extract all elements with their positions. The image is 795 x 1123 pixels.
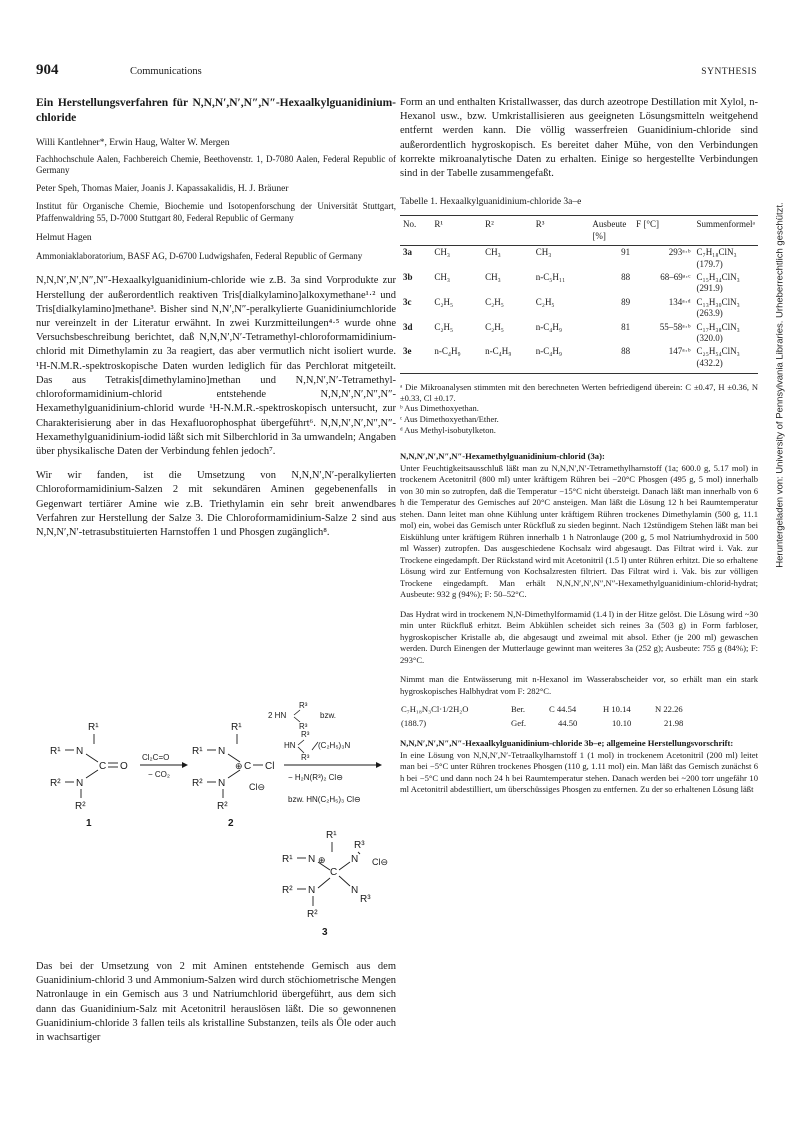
scheme-r2: R² [307,909,318,920]
authors-group-1: Willi Kantlehner*, Erwin Haug, Walter W. Mergen [36,138,230,148]
table-cell: n-C₄H₉ [431,345,482,373]
affiliation-3: Ammoniaklaboratorium, BASF AG, D-6700 Ludwigshafen, Federal Republic of Germany [36,250,363,261]
body-paragraph-1: N,N,N′,N′,N″,N″-Hexaalkylguanidinium-chloride wie z.B. 3a sind Vorprodukte zur Herstellung der außerordentlich reaktiven Tris[dialkylamino]alkoxymethane¹·² und Tris[dialkylamino]methane³. Bisher sind N,N′,N″-peralkylierte Guanidiniumchloride nur vereinzelt in der Literatur erwähnt. In zwei Kurzmitteilungen⁴·⁵ wurde ohne Versuchsbeschreibung berichtet, daß N,N,N′,N′-Tetramethyl-chloroformamidinium-chlorid mit Dimethylamin zu 3a reagiert, das aber vermutlich nicht isoliert wurde. ¹H-N.M.R.-spektroskopische Daten wurden lediglich für das Perchlorat mitgeteilt. Das aus Tetrakis[dimethylamino]methan und N,N,N′,N′-Tetramethyl-chloroformamidinium-chlorid entstehende N,N,N′,N′,N″,N″-Hexamethylguanidinium-chlorid wurde ¹H-N.M.R.-spektroskopisch untersucht, zur Charakterisierung aber in das Hexafluorophosphat übergeführt⁶. N,N,N′,N′,N″,N″-Hexamethylguanidinium-iodid läßt sich mit Silberchlorid in 3a umwandeln; Angaben über physikalische Daten der Verbindung fehlen jedoch⁷. [36,275,396,457]
table-cell: 3c [403,296,412,307]
reagent-bzw: bzw. [320,711,337,720]
chloride-ion: Cl⊖ [372,857,389,867]
scheme-r3: R³ [301,753,310,762]
experimental-text-1: Unter Feuchtigkeitsausschluß läßt man zu N,N,N′,N′-Tetramethylharnstoff (1a; 600.0 g, 5.17 mol) in trockenem Acetonitril (800 ml) unter kräftigem Rühren bei −20°C Phosgen (495 g, 5 mol) innerhalb von 30 min so zutropfen, daß die Temperatur −15°C nicht übersteigt. Danach läßt man innerhalb von 6 h die Temperatur des Gemisches auf 20°C ansteigen. Man läßt die Lösung 12 h bei Raumtemperatur stehen. Dann leitet man ohne Kühlung unter kräftigem Rühren trockenes Dimethylamin (500 g, 11.1 mol) ein, wobei das Gemisch unter Rückfluß zu sieden beginnt. Nach 12stündigem Stehen läßt man bei Eiskühlung unter kräftigem Rühren innerhalb 1 h Natronlauge (200 g, 5 mol Natriumhydroxid in 500 ml Wasser) zutropfen. Das ausgeschiedene Kochsalz wird abgesaugt. Das Filtrat wird i. Vak. zur Trockene eingedampft. Der Rückstand wird mit Acetonitril (1.5 l) unter Rühren erhitzt. Die so erhaltene Lösung wird zur Entfernung von Kochsalzresten filtriert. Das Filtrat wird i. Vak. bis zur völligen Trockene eingedampft. Man erhält N,N,N′,N′,N″,N″-Hexamethylguanidinium-chlorid-hydrat; Ausbeute: 932 g (94%); F: 50–52°C. [400,462,758,600]
column-header: No. [400,216,431,246]
article-title: Ein Herstellungsverfahren für N,N,N′,N′,N″,N″-Hexaalkylguanidinium-chloride [36,97,396,124]
affiliation-1: Fachhochschule Aalen, Fachbereich Chemie, Beethovenstr. 1, D-7080 Aalen, Federal Republic of Germany [36,153,396,176]
column-header: Ausbeute [%] [589,216,633,246]
table-row [400,246,758,271]
experimental-heading-2: N,N,N′,N′,N″,N″-Hexaalkylguanidinium-chloride 3b–e; allgemeine Herstellungsvorschrift: [400,738,734,749]
table-cell: C₂H₅ [485,296,504,307]
right-column [400,96,758,796]
molar-mass: (320.0) [696,333,723,344]
scheme-r2: R² [192,778,203,789]
table-cell: 3b [403,272,413,283]
scheme-n: N [218,778,226,789]
journal-name: SYNTHESIS [701,67,757,77]
table-cell: 68–69ᵃ·ᶜ [660,272,691,283]
table-footnote: ᶜ Aus Dimethoxyethan/Ether. [400,414,499,425]
authors-group-2: Peter Speh, Thomas Maier, Joanis J. Kapassakalidis, H. J. Bräuner [36,183,289,194]
scheme-cl: Cl [265,761,275,772]
scheme-n: N [218,746,226,757]
column-header: R² [482,216,533,246]
experimental-text-4: In eine Lösung von N,N,N′,N′-Tetraalkylharnstoff 1 (1 mol) in trockenem Acetonitril (200 ml) leitet man bei −5°C unter Rühren trockenes Phosgen (110 g, 1.11 mol) ein. Man läßt das Gemisch zunächst 6 h bei −5°C und dann noch 24 h bei Raumtemperatur stehen. Danach werden bei ~200 torr ungefähr 10 ml Acetonitril abdestilliert, um überschüssiges Phosgen zu entfernen. Zu der so erhaltenen Lösung läßt [400,749,758,795]
scheme-r3: R³ [299,701,308,710]
table-cell: 3a [403,247,412,258]
table-cell: CH₃ [434,247,451,258]
table-cell: C₂H₅ [485,321,504,332]
experimental-text-2: Das Hydrat wird in trockenem N,N-Dimethylformamid (1.4 l) in der Hitze gelöst. Die Lösung wird ~30 min unter Rückfluß erhitzt. Beim Abkühlen scheidet sich reines 3a (503 g) in Form farbloser, hygroskopischer Kristalle ab, die abgesaugt und zweimal mit absol. Ether (je 200 ml) gewaschen werden. Durch Einengen der Mutterlauge gewinnt man weiteres 3a (252 g); Ausbeute: 755 g (84%); F: 293°C. [400,608,758,665]
table-cell: 88 [589,345,633,373]
scheme-n: N [76,746,84,757]
table-cell: C₂H₅ [434,321,454,332]
scheme-r3: R³ [360,894,371,905]
compound-label-3: 3 [322,927,328,938]
table-row [400,271,758,296]
table-cell: 81 [621,321,631,332]
scheme-r1: R¹ [326,830,337,841]
formula: C₇H₁₈ClN₃ [696,247,737,258]
table-cell: CH₃ [485,272,501,283]
analysis-formula: C₇H₁₈N₃Cl·1/2H₂O [401,704,469,715]
table-cell: n-C₅H₁₁ [535,272,566,283]
table-cell: 91 [621,247,631,258]
scheme-n: N [308,885,316,896]
analysis-value: H 10.14 [603,704,631,715]
table-footnotes [400,382,758,435]
plus-charge: ⊕ [235,761,243,771]
analysis-value: 44.50 [558,717,578,728]
molar-mass: (432.2) [696,357,723,368]
table-cell: 3d [403,321,413,332]
authors-group-3: Helmut Hagen [36,233,92,244]
scheme-r1: R¹ [231,722,242,733]
table-cell: 55–58ᵃ·ᵇ [659,321,691,332]
table-footnote: ᵃ Die Mikroanalysen stimmten mit den berechneten Werten befriedigend überein: C ±0.47, H ±0.36, N ±0.33, Cl ±0.17. [400,382,758,403]
reaction-scheme [36,690,396,955]
formula: C₁₇H₃₈ClN₃ [696,321,740,332]
table-cell: 89 [621,296,631,307]
table-cell: 134ᵃ·ᵈ [668,296,691,307]
molar-mass: (291.9) [696,283,723,294]
table-header-row [400,216,758,246]
analysis-value: 10.10 [612,717,632,728]
body-paragraph-4: Form an und enthalten Kristallwasser, das durch azeotrope Destillation mit Xylol, n-Hexanol usw., bzw. Umkristallisieren aus geeigneten Lösungsmitteln weitgehend entfernt werden kann. Die völlig wasserfreien Guanidinium-chloride sind außerordentlich hygroskopisch. Es bereitet daher Mühe, von den Verbindungen korrekte mikroanalytische Daten zu erhalten. Einige so hergestellte Verbindungen sind in der Tabelle zusammengefaßt. [400,97,758,180]
compound-label-1: 1 [86,818,92,829]
table-cell: 147ᵃ·ᵇ [633,345,693,373]
scheme-o: O [120,761,128,772]
table-footnote: ᵈ Aus Methyl-isobutylketon. [400,424,496,435]
scheme-r2: R² [217,801,228,812]
analysis-ber-label: Ber. [511,704,526,715]
compound-label-2: 2 [228,818,234,829]
analysis-value: C 44.54 [549,704,577,715]
analysis-value: N 22.26 [655,704,683,715]
scheme-r1: R¹ [282,854,293,865]
table-cell: 3e [400,345,431,373]
affiliation-2: Institut für Organische Chemie, Biochemie und Isotopenforschung der Universität Stuttgart, Pfaffenwaldring 55, D-7000 Stuttgart 80, Federal Republic of Germany [36,201,396,223]
scheme-r1: R¹ [88,722,99,733]
experimental-section [400,451,758,796]
scheme-r1: R¹ [192,746,203,757]
molar-mass: (179.7) [696,258,723,269]
table-cell: n-C₄H₉ [533,345,590,373]
analysis-mw: (188.7) [401,717,427,728]
table-cell: n-C₄H₉ [535,321,563,332]
table-row [400,345,758,373]
scheme-r2: R² [75,801,86,812]
chloride-ion: Cl⊖ [249,782,266,792]
reagent-phosgene: Cl₂C=O [142,753,170,762]
elemental-analysis [400,703,684,730]
table-cell: n-C₄H₉ [482,345,533,373]
scheme-r3: R³ [301,730,310,739]
left-column [36,96,396,540]
data-table [400,215,758,374]
reagent-amine: 2 HN [268,711,287,720]
table-cell: C₂H₅ [434,296,454,307]
section-name: Communications [130,66,202,77]
table-cell [694,321,758,346]
reagent-co2: − CO₂ [148,770,170,779]
formula: C₁₅H₃₄ClN₃ [696,272,740,283]
scheme-n: N [351,854,359,865]
table-row [400,296,758,321]
scheme-n: N [308,854,316,865]
formula: C₁₃H₃₀ClN₃ [696,296,740,307]
formula: C₂₅H₅₄ClN₃ [696,346,740,357]
column-header: R¹ [431,216,482,246]
scheme-r1: R¹ [50,746,61,757]
download-note: Heruntergeladen von: University of Pennsylvania Libraries. Urheberrechtlich geschützt. [774,202,786,568]
scheme-r2: R² [50,778,61,789]
column-header: Summenformelᵃ [694,216,758,246]
table-title: Tabelle 1. Hexaalkylguanidinium-chloride 3a–e [400,197,582,208]
column-header: R³ [533,216,590,246]
table-footnote: ᵇ Aus Dimethoxyethan. [400,403,479,414]
column-header: F [°C] [633,216,693,246]
molar-mass: (263.9) [696,308,723,319]
page-number: 904 [36,62,59,78]
scheme-c: C [99,761,107,772]
experimental-text-3: Nimmt man die Entwässerung mit n-Hexanol im Wasserabscheider vor, so erhält man ein stark hygroskopisches Halbhydrat vom F: 282°C. [400,674,758,696]
scheme-c: C [330,867,338,878]
table-cell: 88 [621,272,631,283]
table-cell: CH₃ [535,247,552,258]
experimental-heading-1: N,N,N′,N′,N″,N″-Hexamethylguanidinium-chlorid (3a): [400,451,605,462]
analysis-gef-label: Gef. [511,717,527,728]
scheme-n: N [76,778,84,789]
table-cell: C₂H₅ [535,296,555,307]
table-cell: CH₃ [434,272,451,283]
scheme-r3: R³ [299,722,308,731]
reagent-amine-alt: HN [284,741,296,750]
body-paragraph-2: Wir wir fanden, ist die Umsetzung von N,N,N′,N′-peralkylierten Chloroformamidinium-Salzen 2 mit sekundären Aminen gegebenenfalls in Gegenwart tertiärer Amine wie z.B. Triethylamin ein sehr breit anwendbares Verfahren zur Herstellung der Salze 3. Die Chloroformamidinium-Salze 2 sind aus N,N,N′,N′-tetrasubstituierten Harnstoffen 1 und Phosgen zugänglich⁸. [36,470,396,538]
download-sidebar [770,120,790,650]
scheme-r2: R² [282,885,293,896]
left-column-bottom [36,960,396,1045]
analysis-value: 21.98 [664,717,684,728]
reagent-triethylamine: (C₂H₅)₃N [318,741,351,750]
table-cell [694,296,758,321]
byproduct-triethylammonium: bzw. HN(C₂H₅)₃ Cl⊖ [288,795,361,804]
table-cell: CH₃ [485,247,501,258]
table-cell [694,271,758,296]
table-cell: 293ᵃ·ᵇ [668,247,691,258]
body-paragraph-3: Das bei der Umsetzung von 2 mit Aminen entstehende Gemisch aus dem Guanidinium-chlorid 3 und Ammonium-Salzen wird durch stöchiometrische Mengen Natronlauge in ein Gemisch aus 3 und Natriumchlorid übergeführt, aus dem sich dann das Guanidinium-Salz mit Acetonitril herauslösen läßt. Die so gewonnenen Guanidinium-chloride 3 fallen teils als kristalline Substanzen, teils als Öle oder auch in wachsartiger [36,961,396,1044]
plus-charge: ⊕ [318,855,326,865]
scheme-r3: R³ [354,840,365,851]
table-row [400,321,758,346]
table-cell [694,345,758,373]
scheme-n: N [351,885,359,896]
scheme-c: C [244,761,252,772]
byproduct-ammonium: − H₂N(R³)₂ Cl⊖ [288,773,343,782]
table-cell [694,246,758,271]
